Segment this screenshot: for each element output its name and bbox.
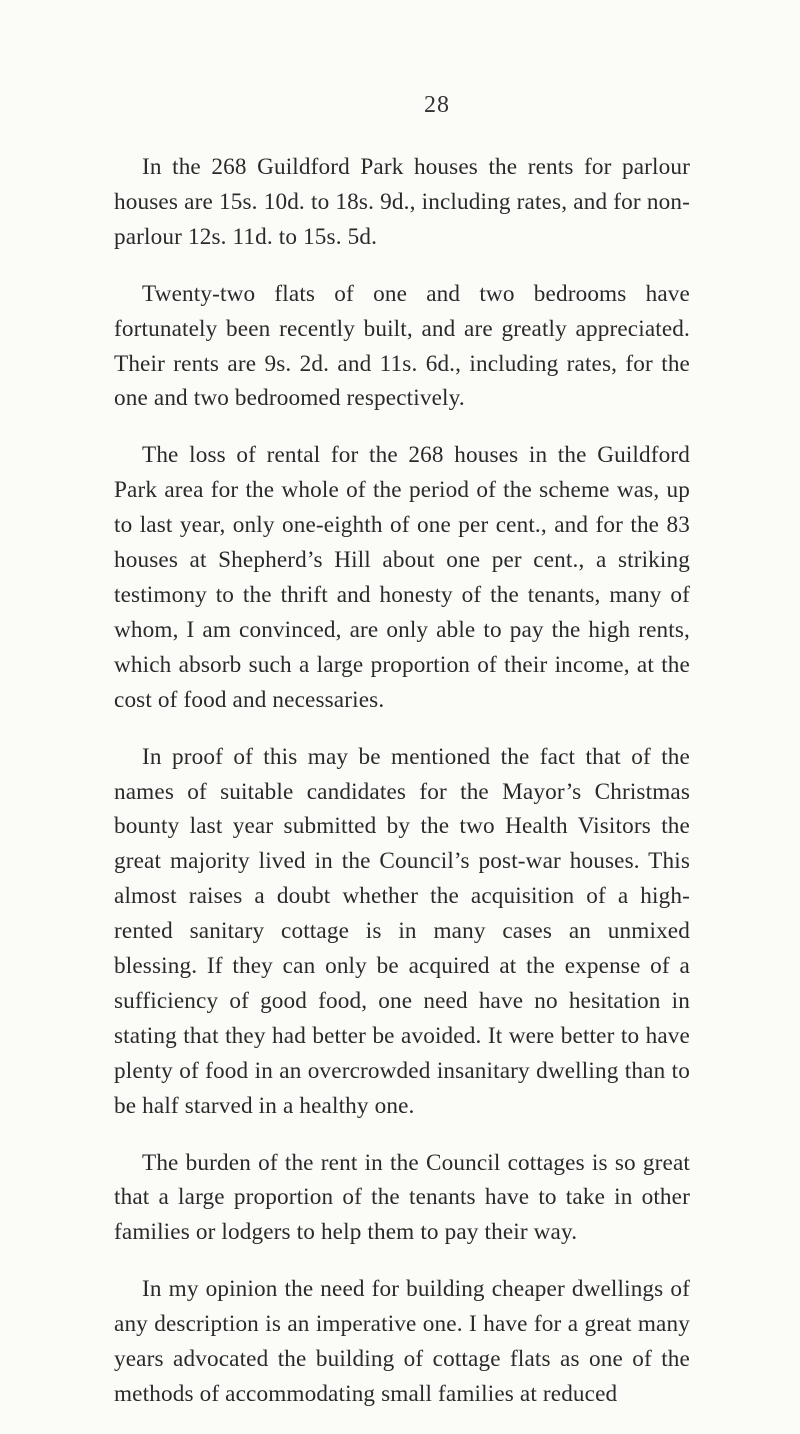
paragraph-1: In the 268 Guildford Park houses the rents for parlour houses are 15s. 10d. to 18s. 9d., including rates, and for non-parlour 12s. 11d. to 15s. 5d. bbox=[114, 154, 690, 250]
paragraph-3: The loss of rental for the 268 houses in the Guildford Park area for the whole of the period of the scheme was, up to last year, only one-eighth of one per cent., and for the 83 houses at Shepherd’s Hill about one per cent., a striking testimony to the thrift and honesty of the tenants, many of whom, I am convinced, are only able to pay the high rents, which absorb such a large proportion of their income, at the cost of food and necessaries. bbox=[114, 442, 690, 713]
page-number: 28 bbox=[424, 92, 450, 118]
paragraph-6: In my opinion the need for building cheaper dwellings of any description is an imperative one. I have for a great many years advocated the building of cottage flats as one of the methods of accommodating small families at reduced bbox=[114, 1276, 690, 1407]
paragraph-2: Twenty-two flats of one and two bedrooms have fortunately been recently built, and are greatly appreciated. Their rents are 9s. 2d. and 11s. 6d., including rates, for the one and two bedroomed respectively. bbox=[114, 280, 690, 412]
body-text bbox=[114, 150, 690, 1434]
paragraph-4: In proof of this may be mentioned the fact that of the names of suitable candidates for the Mayor’s Christmas bounty last year submitted by the two Health Visitors the great majority lived in the Council’s post-war houses. This almost raises a doubt whether the acquisition of a high-rented sanitary cottage is in many cases an unmixed blessing. If they can only be acquired at the expense of a sufficiency of good food, one need have no hesitation in stating that they had better be avoided. It were better to have plenty of food in an overcrowded insanitary dwelling than to be half starved in a healthy one. bbox=[114, 743, 690, 1119]
paragraph-5: The burden of the rent in the Council cottages is so great that a large proportion of the tenants have to take in other families or lodgers to help them to pay their way. bbox=[114, 1149, 690, 1246]
